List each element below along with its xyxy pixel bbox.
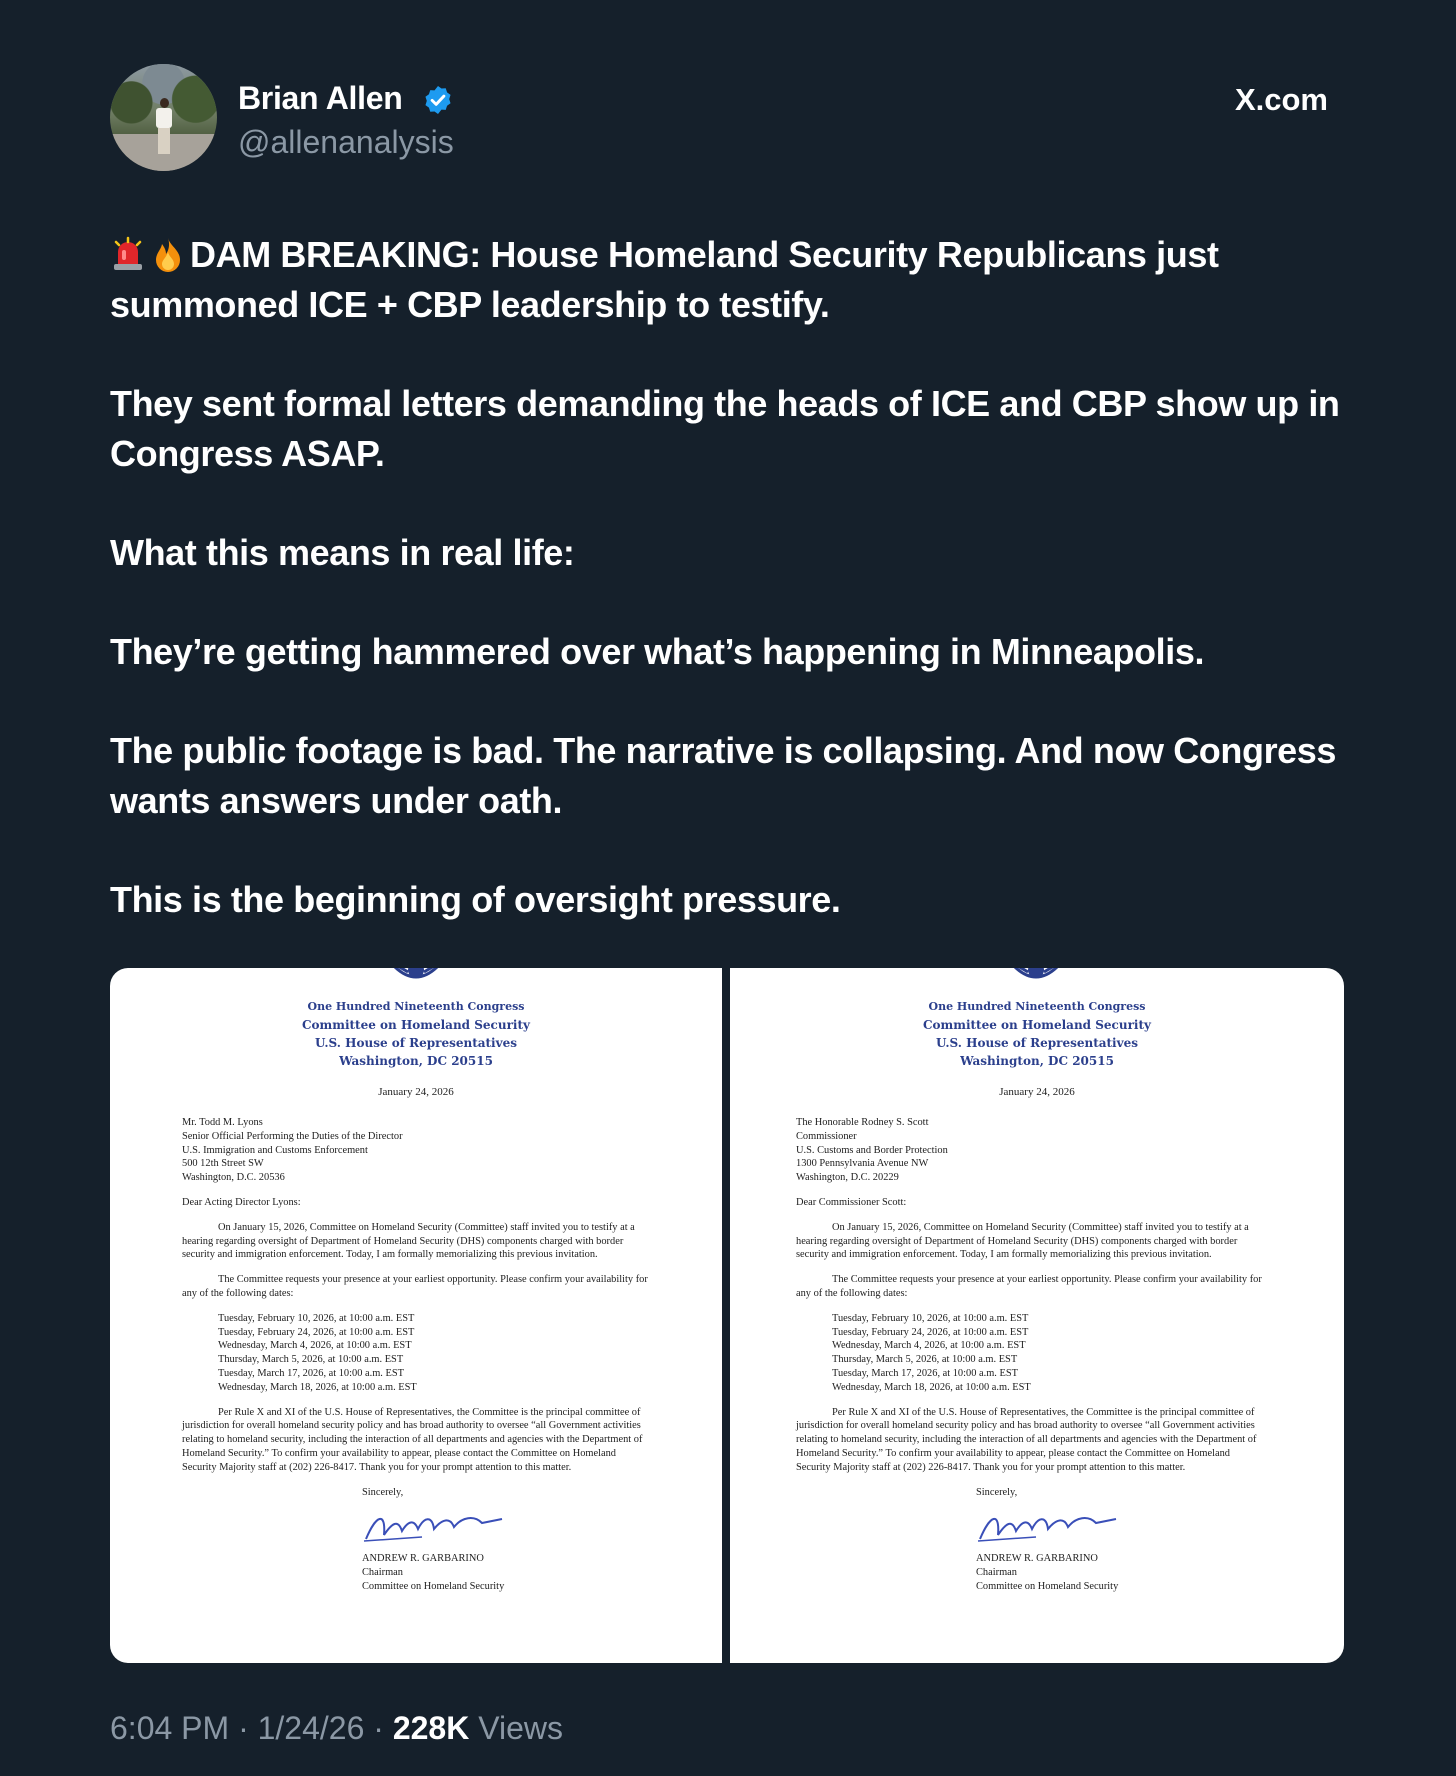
tweet-media[interactable]	[110, 968, 1344, 1663]
tweet-paragraph	[110, 230, 1350, 330]
letter-date: January 24, 2026	[999, 1086, 1075, 1098]
hearing-dates: Tuesday, February 10, 2026, at 10:00 a.m. EST Tuesday, February 24, 2026, at 10:00 a.m. EST Wednesday, March 4, 2026, at 10:00 a.m. EST Thursday, March 5, 2026, at 10:00 a.m. EST Tuesday, March 17, 2026, at 10:00 a.m. EST Wednesday, March 18, 2026, at 10:00 a.m. EST	[832, 1312, 1031, 1393]
tweet-date[interactable]: 1/24/26	[257, 1710, 365, 1746]
house-seal-icon	[1008, 968, 1064, 986]
views-label: Views	[478, 1710, 563, 1746]
source-label: X.com	[1234, 82, 1328, 117]
recipient-address: Mr. Todd M. Lyons Senior Official Performing the Duties of the Director U.S. Immigration and Customs Enforcement 500 12th Street SW Washington, D.C. 20536	[182, 1117, 403, 1184]
tweet-text	[110, 230, 1350, 974]
letter-body	[182, 1116, 652, 1594]
views-count[interactable]: 228K	[392, 1710, 470, 1746]
letter-paragraph: On January 15, 2026, Committee on Homeland Security (Committee) staff invited you to testify at a hearing regarding oversight of Department of Homeland Security (DHS) components charged with border security and immigration enforcement. Today, I am formally memorializing this previous invitation.	[796, 1221, 1249, 1261]
signature-block: Sincerely, ANDREW R. GARBARINO Chairman Committee on Homeland Security	[976, 1486, 1266, 1594]
signature-block: Sincerely, ANDREW R. GARBARINO Chairman Committee on Homeland Security	[362, 1486, 652, 1594]
salutation: Dear Acting Director Lyons:	[182, 1196, 301, 1208]
tweet-paragraph-2: They sent formal letters demanding the heads of ICE and CBP show up in Congress ASAP.	[110, 383, 1340, 474]
tweet-paragraph-4: They’re getting hammered over what’s happening in Minneapolis.	[110, 631, 1205, 672]
verified-badge-icon	[422, 84, 454, 116]
avatar-person	[156, 98, 172, 156]
tweet-paragraph-3: What this means in real life:	[110, 532, 575, 573]
signature-icon	[976, 1505, 1126, 1545]
police-light-emoji	[110, 236, 146, 272]
recipient-address: The Honorable Rodney S. Scott Commissioner U.S. Customs and Border Protection 1300 Pennsylvania Avenue NW Washington, D.C. 20229	[796, 1117, 948, 1184]
hearing-dates: Tuesday, February 10, 2026, at 10:00 a.m. EST Tuesday, February 24, 2026, at 10:00 a.m. EST Wednesday, March 4, 2026, at 10:00 a.m. EST Thursday, March 5, 2026, at 10:00 a.m. EST Tuesday, March 17, 2026, at 10:00 a.m. EST Wednesday, March 18, 2026, at 10:00 a.m. EST	[218, 1312, 417, 1393]
house-seal-icon	[388, 968, 444, 986]
tweet-paragraph-1: DAM BREAKING: House Homeland Security Republicans just summoned ICE + CBP leadership to testify.	[110, 234, 1219, 325]
letter-paragraph: On January 15, 2026, Committee on Homeland Security (Committee) staff invited you to testify at a hearing regarding oversight of Department of Homeland Security (DHS) components charged with border security and immigration enforcement. Today, I am formally memorializing this previous invitation.	[182, 1221, 635, 1261]
tweet-paragraph-6: This is the beginning of oversight pressure.	[110, 879, 841, 920]
letter-paragraph: Per Rule X and XI of the U.S. House of Representatives, the Committee is the principal committee of jurisdiction for overall homeland security policy and has broad authority to oversee “all Government activities relating to homeland security, including the interaction of all departments and agencies with the Department of Homeland Security.” To confirm your availability to appear, please contact the Committee on Homeland Security Majority staff at (202) 226-8417. Thank you for your prompt attention to this matter.	[796, 1406, 1257, 1473]
tweet-meta: 6:04 PM · 1/24/26 · 228K Views	[110, 1710, 563, 1746]
signature-icon	[362, 1505, 512, 1545]
author-handle[interactable]: @allenanalysis	[238, 124, 454, 160]
salutation: Dear Commissioner Scott:	[796, 1196, 907, 1208]
letter-image-cbp[interactable]	[730, 968, 1344, 1663]
letter-body	[796, 1116, 1266, 1594]
tweet-paragraph-5: The public footage is bad. The narrative is collapsing. And now Congress wants answers under oath.	[110, 730, 1337, 821]
letterhead: One Hundred Nineteenth Congress Committee on Homeland Security U.S. House of Representatives Washington, DC 20515	[302, 1000, 530, 1068]
letter-date: January 24, 2026	[378, 1086, 454, 1098]
letterhead: One Hundred Nineteenth Congress Committee on Homeland Security U.S. House of Representatives Washington, DC 20515	[923, 1000, 1151, 1068]
letter-paragraph: The Committee requests your presence at your earliest opportunity. Please confirm your availability for any of the following dates:	[796, 1274, 1262, 1299]
fire-emoji	[150, 236, 186, 272]
author-name[interactable]: Brian Allen	[238, 80, 403, 116]
avatar[interactable]	[110, 64, 217, 171]
letter-image-ice[interactable]	[110, 968, 722, 1663]
letter-paragraph: The Committee requests your presence at your earliest opportunity. Please confirm your availability for any of the following dates:	[182, 1274, 648, 1299]
letter-paragraph: Per Rule X and XI of the U.S. House of Representatives, the Committee is the principal committee of jurisdiction for overall homeland security policy and has broad authority to oversee “all Government activities relating to homeland security, including the interaction of all departments and agencies with the Department of Homeland Security.” To confirm your availability to appear, please contact the Committee on Homeland Security Majority staff at (202) 226-8417. Thank you for your prompt attention to this matter.	[182, 1406, 643, 1473]
tweet-time[interactable]: 6:04 PM	[110, 1710, 230, 1746]
